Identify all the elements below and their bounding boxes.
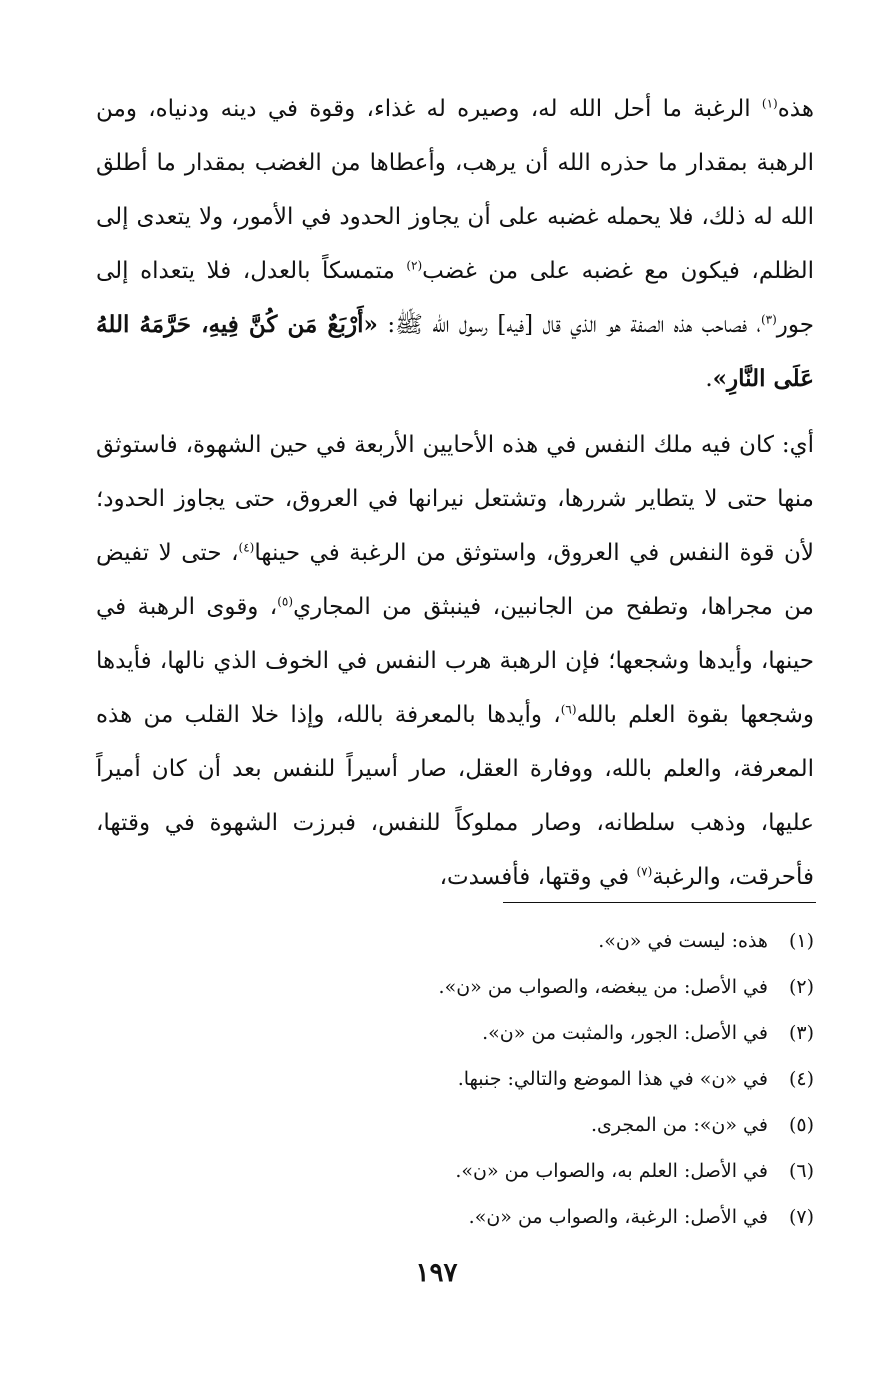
text-run: الرغبة ما أحل الله له، وصيره له غذاء، وقوة في دينه ودنياه، ومن الرهبة بمقدار ما حذره الله أن يرهب، وأعطاها من الغضب بمقدار ما أطلق الله له ذلك، فلا يحمله غضبه على أن يجاوز الحدود في الأمور، ولا يتعدى إلى الظلم، فيكون مع غضبه على من غضب xyxy=(96,96,815,284)
text-run: ، فصاحب هذه الصفة هو الذي قال [فيه] رسول الله ﷺ: xyxy=(377,312,761,338)
text-run: . xyxy=(705,366,713,392)
footnote-item xyxy=(200,918,814,964)
footnotes-list xyxy=(200,918,814,1240)
paragraph-1 xyxy=(96,82,814,406)
footnote-number: (٤) xyxy=(788,1068,814,1090)
page-number: ١٩٧ xyxy=(415,1258,458,1288)
footnote-divider xyxy=(503,902,816,903)
footnote-ref-4: (٤) xyxy=(238,540,255,555)
footnote-number: (١) xyxy=(788,930,814,952)
main-text xyxy=(96,82,814,904)
footnote-ref-2: (٢) xyxy=(406,258,423,273)
hadith-quote: «أَرْبَعٌ مَن كُنَّ فِيهِ، حَرَّمَهُ اللهُ عَلَى النَّارِ» xyxy=(96,311,814,392)
text-run: ، حتى لا تفيض من مجراها، وتطفح من الجانبين، فينبثق من المجاري xyxy=(96,540,814,620)
footnote-ref-6: (٦) xyxy=(560,702,577,717)
footnote-item xyxy=(200,1010,814,1056)
footnote-ref-1: (١) xyxy=(761,96,778,111)
text-run: ، وأيدها بالمعرفة بالله، وإذا خلا القلب من هذه المعرفة، والعلم بالله، ووفارة العقل، صار أسيراً للنفس بعد أن كان أميراً عليها، وذهب سلطانه، وصار مملوكاً للنفس، فبرزت الشهوة في وقتها، فأحرقت، والرغبة xyxy=(96,702,814,890)
footnote-text: في الأصل: من يبغضه، والصواب من «ن». xyxy=(438,976,768,998)
footnote-number: (٣) xyxy=(788,1022,814,1044)
footnote-text: في «ن» في هذا الموضع والتالي: جنبها. xyxy=(457,1068,768,1090)
text-run: ، وقوى الرهبة في حينها، وأيدها وشجعها؛ فإن الرهبة هرب النفس في الخوف الذي نالها، فأيدها وشجعها بقوة العلم بالله xyxy=(96,594,815,728)
footnote-item xyxy=(200,964,814,1010)
footnote-text: في الأصل: الجور، والمثبت من «ن». xyxy=(482,1022,768,1044)
text-run: في وقتها، فأفسدت، xyxy=(439,864,637,890)
paragraph-2 xyxy=(96,418,814,904)
footnote-item xyxy=(200,1102,814,1148)
footnote-number: (٥) xyxy=(788,1114,814,1136)
footnote-text: في الأصل: العلم به، والصواب من «ن». xyxy=(455,1160,768,1182)
text-run: متمسكاً بالعدل، فلا يتعداه إلى جور xyxy=(96,258,814,338)
footnote-item xyxy=(200,1056,814,1102)
footnote-number: (٢) xyxy=(788,976,814,998)
footnote-text: في الأصل: الرغبة، والصواب من «ن». xyxy=(468,1206,768,1228)
footnote-text: هذه: ليست في «ن». xyxy=(598,930,768,952)
footnote-text: في «ن»: من المجرى. xyxy=(590,1114,768,1136)
footnote-number: (٧) xyxy=(788,1206,814,1228)
footnote-item xyxy=(200,1194,814,1240)
text-run: هذه xyxy=(777,96,814,122)
footnote-number: (٦) xyxy=(788,1160,814,1182)
footnote-item xyxy=(200,1148,814,1194)
footnote-ref-5: (٥) xyxy=(277,594,294,609)
footnote-ref-3: (٣) xyxy=(760,312,777,327)
footnote-ref-7: (٧) xyxy=(636,864,653,879)
text-run: أي: كان فيه ملك النفس في هذه الأحايين الأربعة في حين الشهوة، فاستوثق منها حتى لا يتطاير شررها، وتشتعل نيرانها في العروق، حتى يجاوز الحدود؛ لأن قوة النفس في العروق، واستوثق من الرغبة في حينها xyxy=(96,432,814,566)
